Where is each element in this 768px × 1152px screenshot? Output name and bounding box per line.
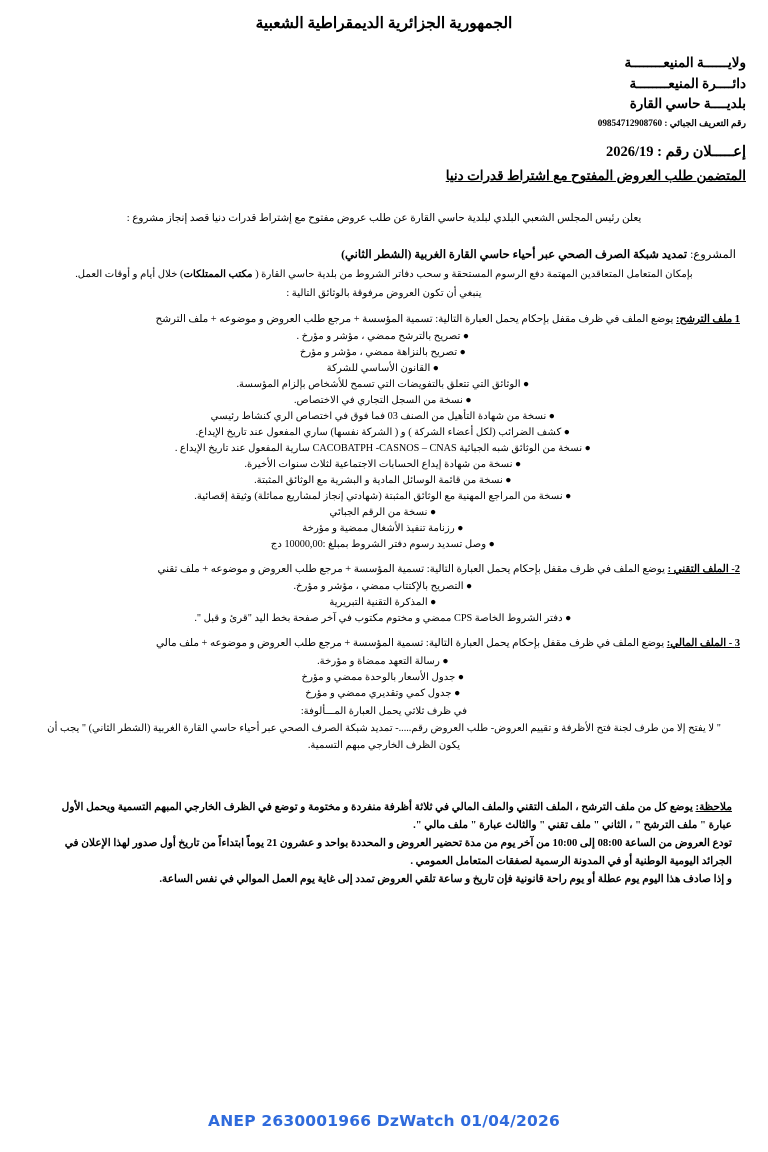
candidature-document-list bbox=[22, 329, 746, 553]
section-technique-rest: يوضع الملف في ظرف مقفل بإحكام يحمل العبارة التالية: تسمية المؤسسة + مرجع طلب العروض و موضوعه + ملف تقني bbox=[157, 564, 668, 576]
bullet-icon: ● bbox=[548, 411, 555, 423]
bullet-icon: ● bbox=[457, 523, 464, 535]
project-label: المشروع: bbox=[690, 248, 736, 262]
list-item bbox=[22, 654, 746, 670]
daira-line: دائــــرة المنيعــــــــة bbox=[629, 75, 746, 91]
section-candidature-rest: يوضع الملف في ظرف مقفل بإحكام يحمل العبارة التالية: تسمية المؤسسة + مرجع طلب العروض و موضوعه + ملف الترشح bbox=[155, 313, 677, 325]
section-header-technique bbox=[22, 562, 746, 578]
bullet-icon: ● bbox=[442, 655, 449, 667]
list-item-label: نسخة من شهادة إيداع الحسابات الاجتماعية لثلاث سنوات الأخيرة. bbox=[244, 459, 513, 471]
list-item-label: جدول الأسعار بالوحدة ممضي و مؤرخ bbox=[301, 671, 456, 683]
bullet-icon: ● bbox=[454, 687, 461, 699]
list-item bbox=[22, 409, 746, 425]
list-item-label: رزنامة تنفيذ الأشغال ممضية و مؤرخة bbox=[302, 523, 455, 535]
bullet-icon: ● bbox=[465, 581, 473, 593]
list-item bbox=[22, 473, 746, 489]
wilaya-line: ولايــــــة المنيعــــــــة bbox=[624, 55, 746, 70]
fiscal-id-line: رقم التعريف الجبائي : 09854712908760 bbox=[597, 117, 746, 128]
list-item-label: نسخة من المراجع المهنية مع الوثائق المثبتة (شهادتي إنجاز لمشاريع مماثلة) وثيقة إقصائية. bbox=[194, 491, 563, 503]
envelope-phrase-body: " لا يفتح إلا من طرف لجنة فتح الأظرفة و تقييم العروض- طلب العروض رقم.....- تمديد شبكة الصرف الصحي عبر أحياء حاسي القارة الغربية (الشطر الثاني) " يجب أن يكون الظرف الخارجي مبهم التسمية. bbox=[47, 722, 721, 752]
list-item bbox=[22, 579, 746, 595]
bullet-icon: ● bbox=[457, 671, 465, 683]
note-paragraph-3: و إذا صادف هذا اليوم يوم عطلة أو يوم راحة قانونية فإن تاريخ و ساعة تلقي العروض تمدد إلى غاية يوم العمل الموالي في نفس الساعة. bbox=[159, 874, 732, 886]
announcement-intro: يعلن رئيس المجلس الشعبي البلدي لبلدية حاسي القارة عن طلب عروض مفتوح مع إشتراط قدرات دنيا قصد إنجاز مشروع : bbox=[126, 212, 642, 224]
list-item-label: تصريح بالنزاهة ممضي ، مؤشر و مؤرخ bbox=[299, 347, 458, 359]
document-page bbox=[0, 14, 768, 1152]
note-paragraph-2: تودع العروض من الساعة 08:00 إلى 10:00 من آخر يوم من مدة تحضير العروض و المحددة بواحد و عشرون 21 يوماً ابتداءاً من تاريخ أول صدور لهذا الإعلان في الجرائد اليومية الوطنية أو في المدونة الرسمية لصفقات المتعامل العمومي . bbox=[64, 838, 732, 867]
list-item bbox=[22, 393, 746, 409]
section-candidature-key: 1 ملف الترشح: bbox=[676, 313, 740, 325]
note-paragraph-1 bbox=[36, 799, 732, 834]
section-header-financier bbox=[22, 636, 746, 652]
bullet-icon: ● bbox=[462, 331, 470, 343]
list-item-label: المذكرة التقنية التبريرية bbox=[329, 597, 428, 609]
list-item-label: القانون الأساسي للشركة bbox=[326, 363, 431, 375]
republic-heading: الجمهورية الجزائرية الديمقراطية الشعبية bbox=[255, 15, 513, 32]
envelope-phrase-block bbox=[22, 704, 746, 755]
list-item bbox=[22, 489, 746, 505]
bullet-icon: ● bbox=[565, 613, 572, 625]
project-line bbox=[22, 246, 746, 263]
list-item-label: جدول كمي وتقديري ممضي و مؤرخ bbox=[305, 687, 452, 699]
bullet-icon: ● bbox=[432, 363, 439, 375]
section-financier-rest: يوضع الملف في ظرف مقفل بإحكام يحمل العبارة التالية: تسمية المؤسسة + مرجع طلب العروض و موضوعه + ملف مالي bbox=[156, 638, 667, 650]
anep-footer: ANEP 2630001966 DzWatch 01/04/2026 bbox=[208, 1112, 560, 1130]
list-item bbox=[22, 425, 746, 441]
section-technique-key: 2- الملف التقني : bbox=[667, 564, 740, 576]
note-block bbox=[22, 799, 746, 889]
list-item-label: الوثائق التي تتعلق بالتفويضات التي تسمح للأشخاص بإلزام المؤسسة. bbox=[236, 379, 521, 391]
list-item bbox=[22, 361, 746, 377]
withdrawal-note-part1: بإمكان المتعامل المتعاقدين المهتمة دفع الرسوم المستحقة و سحب دفاتر الشروط من بلدية حاسي القارة ( bbox=[252, 268, 693, 280]
offers-requirement-line: ينبغي أن تكون العروض مرفوقة بالوثائق التالية : bbox=[286, 288, 482, 300]
list-item bbox=[22, 595, 746, 611]
withdrawal-note bbox=[22, 267, 746, 284]
list-item bbox=[22, 537, 746, 553]
bullet-icon: ● bbox=[465, 395, 472, 407]
announcement-subtitle: المتضمن طلب العروض المفتوح مع اشتراط قدرات دنيا bbox=[445, 168, 746, 184]
bullet-icon: ● bbox=[584, 443, 591, 455]
list-item-label: تصريح بالترشح ممضي ، مؤشر و مؤرخ . bbox=[296, 331, 461, 343]
list-item-label: نسخة من قائمة الوسائل المادية و البشرية مع الوثائق المثبتة. bbox=[254, 475, 503, 487]
bullet-icon: ● bbox=[459, 347, 466, 359]
baladia-line: بلديــــة حاسي القارة bbox=[629, 96, 746, 112]
list-item-label: كشف الضرائب (لكل أعضاء الشركة ) و ( الشركة نفسها) ساري المفعول عند تاريخ الإيداع. bbox=[195, 427, 562, 439]
list-item bbox=[22, 377, 746, 393]
bullet-icon: ● bbox=[522, 379, 530, 391]
list-item bbox=[22, 611, 746, 627]
administrative-header bbox=[22, 53, 746, 130]
withdrawal-note-part2: ) خلال أيام و أوقات العمل. bbox=[75, 268, 184, 280]
list-item bbox=[22, 686, 746, 702]
list-item bbox=[22, 345, 746, 361]
list-item bbox=[22, 521, 746, 537]
technique-document-list bbox=[22, 579, 746, 627]
bullet-icon: ● bbox=[429, 507, 437, 519]
withdrawal-note-office: مكتب الممتلكات bbox=[183, 268, 253, 280]
list-item-label: وصل تسديد رسوم دفتر الشروط بمبلغ :10000,00 دج bbox=[270, 539, 487, 551]
project-value: تمديد شبكة الصرف الصحي عبر أحياء حاسي القارة الغربية (الشطر الثاني) bbox=[341, 248, 688, 262]
list-item bbox=[22, 441, 746, 457]
bullet-icon: ● bbox=[565, 491, 572, 503]
financier-document-list bbox=[22, 654, 746, 702]
list-item bbox=[22, 670, 746, 686]
bullet-icon: ● bbox=[505, 475, 512, 487]
note-key: ملاحظة: bbox=[695, 802, 732, 813]
list-item bbox=[22, 329, 746, 345]
list-item-label: نسخة من الوثائق شبه الجبائية CACOBATPH -CASNOS – CNAS سارية المفعول عند تاريخ الإيداع . bbox=[174, 443, 583, 455]
announcement-title-block bbox=[22, 142, 746, 187]
announcement-number: إعـــــلان رقم : 2026/19 bbox=[605, 144, 746, 161]
list-item bbox=[22, 505, 746, 521]
list-item-label: التصريح بالإكتتاب ممضي ، مؤشر و مؤرخ. bbox=[293, 581, 464, 593]
list-item-label: دفتر الشروط الخاصة CPS ممضي و مختوم مكتوب في آخر صفحة بخط اليد "قرئ و قبل ". bbox=[194, 613, 563, 625]
bullet-icon: ● bbox=[430, 597, 437, 609]
list-item-label: نسخة من الرقم الجبائي bbox=[329, 507, 428, 519]
section-header-candidature bbox=[22, 312, 746, 328]
bullet-icon: ● bbox=[563, 427, 570, 439]
note-paragraph-1-rest: يوضع كل من ملف الترشح ، الملف التقني والملف المالي في ثلاثة أظرفة منفردة و مختومة و توضع في الظرف الخارجي المبهم التسمية ويحمل الأول عبارة " ملف الترشح " ، الثاني " ملف تقني " والثالث عبارة " ملف مالي ". bbox=[61, 802, 732, 831]
bullet-icon: ● bbox=[488, 539, 495, 551]
section-financier-key: 3 - الملف المالي: bbox=[666, 638, 740, 650]
envelope-phrase-lead: في ظرف ثلاثي يحمل العبارة المـــألوفة: bbox=[300, 705, 468, 717]
bullet-icon: ● bbox=[515, 459, 522, 471]
list-item-label: نسخة من السجل التجاري في الاختصاص. bbox=[294, 395, 463, 407]
list-item bbox=[22, 457, 746, 473]
list-item-label: نسخة من شهادة التأهيل من الصنف 03 فما فوق في اختصاص الري كنشاط رئيسي bbox=[210, 411, 547, 423]
list-item-label: رسالة التعهد ممضاة و مؤرخة. bbox=[317, 655, 440, 667]
